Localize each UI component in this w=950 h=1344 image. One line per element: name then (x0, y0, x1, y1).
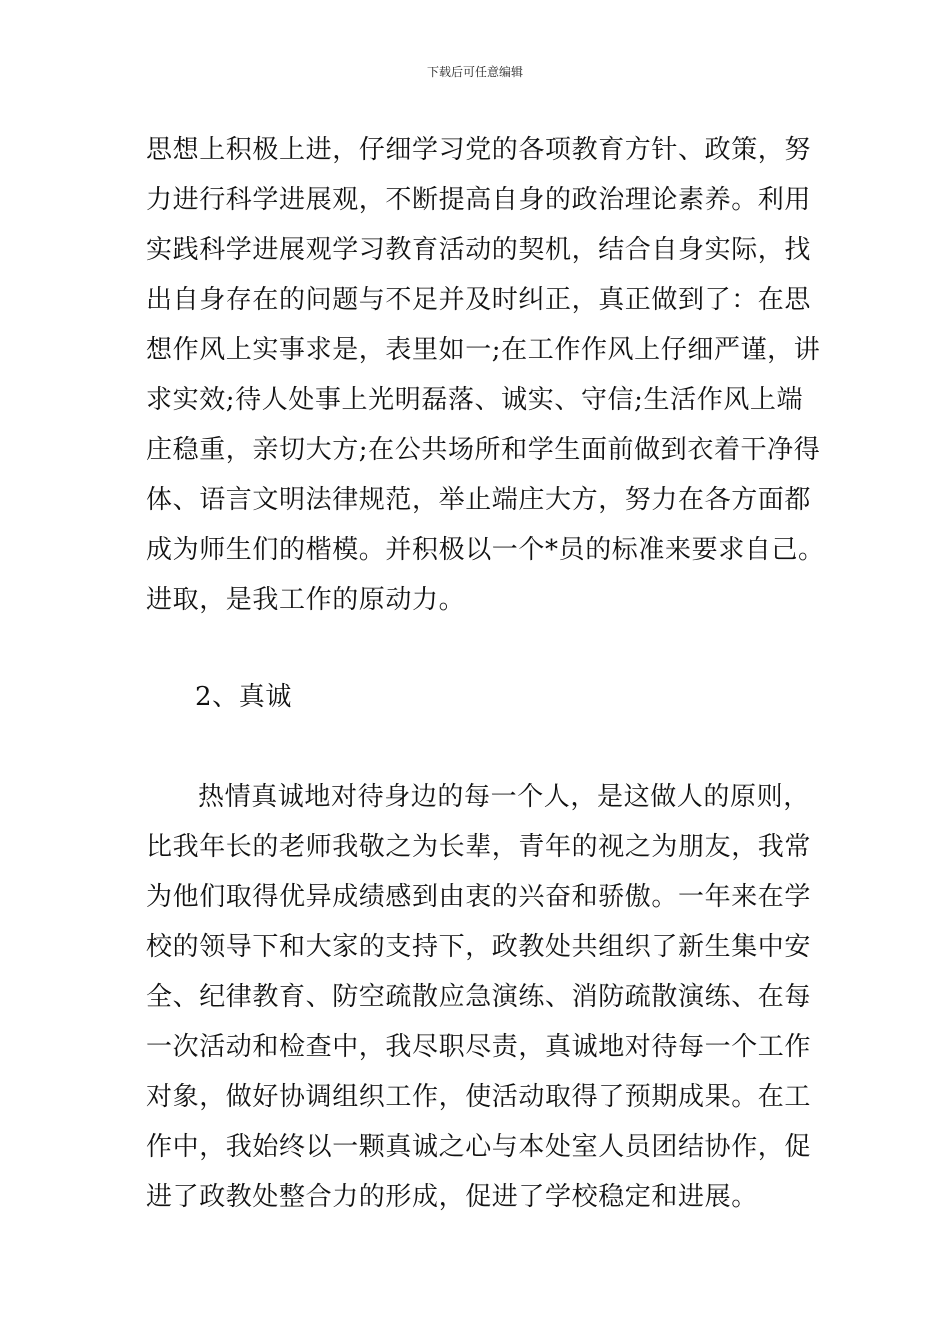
paragraph-1-line: 想作风上实事求是，表里如一;在工作作风上仔细严谨，讲 (146, 335, 821, 365)
paragraph-1-line: 求实效;待人处事上光明磊落、诚实、守信;生活作风上端 (146, 385, 804, 415)
paragraph-2-line: 作中，我始终以一颗真诚之心与本处室人员团结协作，促 (146, 1132, 812, 1162)
paragraph-1-line: 体、语言文明法律规范，举止端庄大方，努力在各方面都 (146, 485, 812, 515)
paragraph-1-line: 进取，是我工作的原动力。 (146, 585, 466, 615)
paragraph-1-line: 力进行科学进展观，不断提高自身的政治理论素养。利用 (146, 185, 812, 215)
page-header: 下载后可任意编辑 (426, 65, 523, 79)
paragraph-1-line: 出自身存在的问题与不足并及时纠正，真正做到了：在思 (146, 285, 812, 315)
paragraph-2-line: 比我年长的老师我敬之为长辈，青年的视之为朋友，我常 (146, 832, 812, 862)
paragraph-2-line: 全、纪律教育、防空疏散应急演练、消防疏散演练、在每 (146, 982, 812, 1012)
paragraph-1-line: 思想上积极上进，仔细学习党的各项教育方针、政策，努 (146, 135, 812, 165)
paragraph-2-line: 进了政教处整合力的形成，促进了学校稳定和进展。 (146, 1182, 758, 1212)
paragraph-1-line: 实践科学进展观学习教育活动的契机，结合自身实际，找 (146, 235, 812, 265)
section-heading: 2、真诚 (195, 682, 292, 712)
paragraph-2-line: 为他们取得优异成绩感到由衷的兴奋和骄傲。一年来在学 (146, 882, 812, 912)
paragraph-1-line: 庄稳重，亲切大方;在公共场所和学生面前做到衣着干净得 (146, 435, 821, 465)
paragraph-2-line: 校的领导下和大家的支持下，政教处共组织了新生集中安 (146, 932, 812, 962)
paragraph-2-line: 对象，做好协调组织工作，使活动取得了预期成果。在工 (146, 1082, 812, 1112)
paragraph-2-line: 一次活动和检查中，我尽职尽责，真诚地对待每一个工作 (146, 1032, 812, 1062)
paragraph-1-line: 成为师生们的楷模。并积极以一个*员的标准来要求自己。 (146, 535, 825, 565)
paragraph-2-line: 热情真诚地对待身边的每一个人，是这做人的原则， (198, 782, 810, 812)
